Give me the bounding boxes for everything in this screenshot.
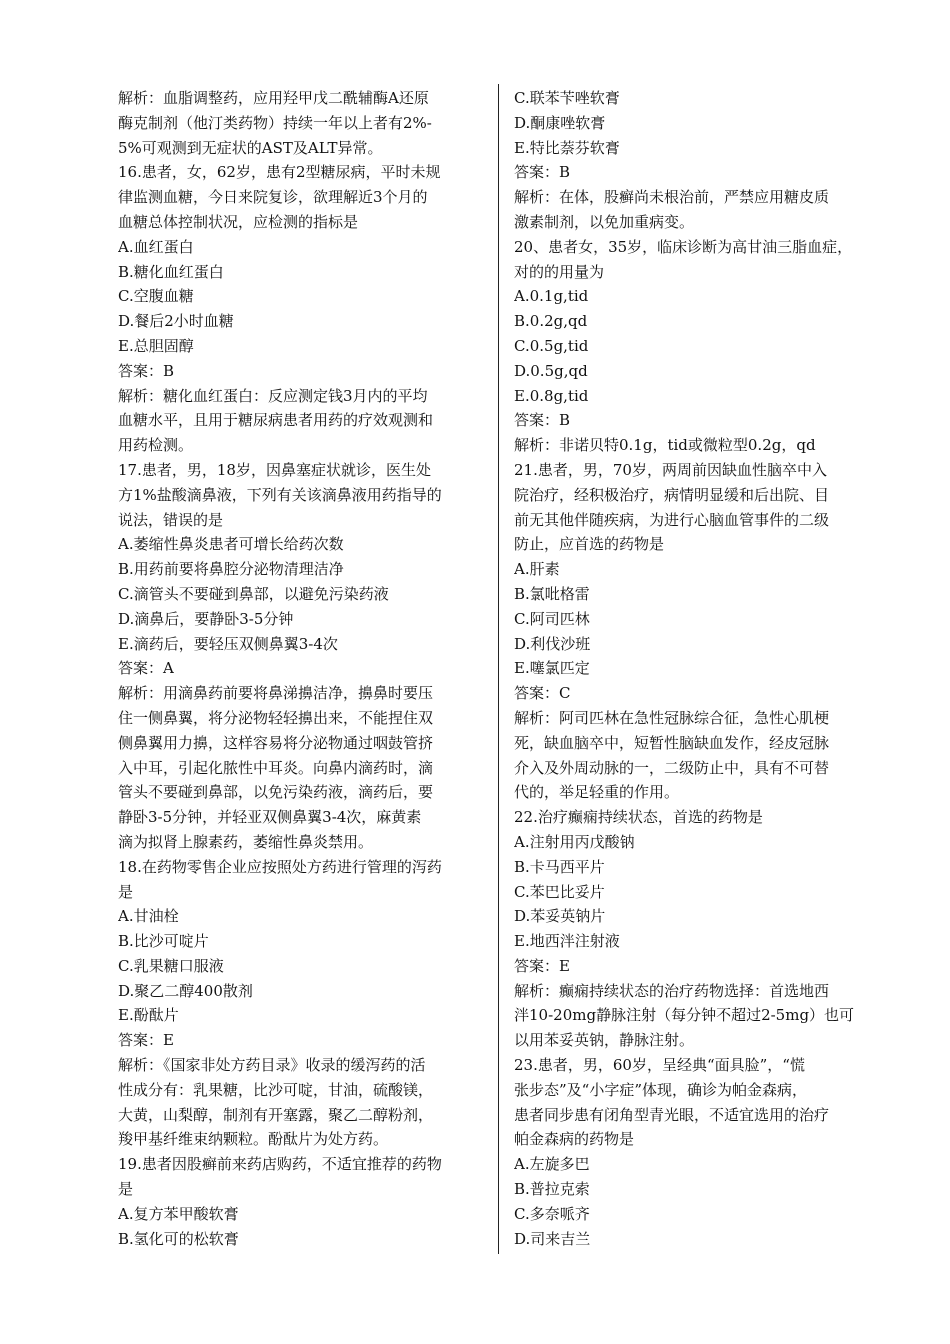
text-line: 滴为拟肾上腺素药，萎缩性鼻炎禁用。 bbox=[118, 832, 374, 851]
text-line: E.噻氯匹定 bbox=[514, 659, 590, 678]
text-line: 答案：A bbox=[118, 659, 174, 678]
text-line: B.比沙可啶片 bbox=[118, 932, 209, 951]
text-line: 酶克制剂（他汀类药物）持续一年以上者有2%- bbox=[118, 113, 432, 132]
text-line: C.0.5g,tid bbox=[514, 336, 589, 355]
text-line: E.滴药后，要轻压双侧鼻翼3-4次 bbox=[118, 634, 338, 653]
text-line: B.氢化可的松软膏 bbox=[118, 1229, 239, 1248]
text-line: 侧鼻翼用力擤，这样容易将分泌物通过咽鼓管挤 bbox=[118, 733, 434, 752]
text-line: B.卡马西平片 bbox=[514, 857, 605, 876]
text-line: 血糖总体控制状况，应检测的指标是 bbox=[118, 212, 359, 231]
text-line: E.地西泮注射液 bbox=[514, 932, 620, 951]
text-line: 住一侧鼻翼，将分泌物轻轻擤出来，不能捏住双 bbox=[118, 708, 434, 727]
text-line: 解析：血脂调整药，应用羟甲戊二酰辅酶A还原 bbox=[118, 89, 429, 107]
left-text-column bbox=[118, 86, 480, 1251]
text-line: 23.患者，男，60岁，呈经典“面具脸”，“慌 bbox=[514, 1056, 805, 1075]
text-line: 解析：用滴鼻药前要将鼻涕擤洁净，擤鼻时要压 bbox=[118, 684, 434, 703]
text-line: 16.患者，女，62岁，患有2型糖尿病，平时未规 bbox=[118, 163, 441, 182]
text-line: E.特比萘芬软膏 bbox=[514, 138, 620, 157]
text-line: 代的，举足轻重的作用。 bbox=[514, 783, 680, 802]
text-line: 前无其他伴随疾病，为进行心脑血管事件的二级 bbox=[514, 510, 830, 529]
text-line: 静卧3-5分钟，并轻亚双侧鼻翼3-4次，麻黄素 bbox=[118, 808, 422, 827]
text-line: D.酮康唑软膏 bbox=[514, 113, 606, 132]
text-line: 性成分有：乳果糖，比沙可啶，甘油，硫酸镁， bbox=[118, 1080, 434, 1099]
text-line: 22.治疗癫痫持续状态，首选的药物是 bbox=[514, 808, 763, 827]
text-line: D.0.5g,qd bbox=[514, 361, 588, 380]
text-line: A.血红蛋白 bbox=[118, 237, 194, 256]
text-line: D.餐后2小时血糖 bbox=[118, 312, 234, 331]
text-line: D.利伐沙班 bbox=[514, 634, 591, 653]
text-line: 大黄，山梨醇，制剂有开塞露，聚乙二醇粉剂， bbox=[118, 1105, 434, 1124]
text-line: 答案：E bbox=[514, 956, 570, 975]
text-line: A.注射用丙戊酸钠 bbox=[514, 832, 635, 851]
text-line: E.酚酞片 bbox=[118, 1006, 179, 1025]
text-line: C.滴管头不要碰到鼻部，以避免污染药液 bbox=[118, 584, 389, 603]
text-line: 答案：B bbox=[514, 163, 571, 182]
text-line: C.乳果糖口服液 bbox=[118, 956, 224, 975]
text-line: 解析：在体，股癣尚未根治前，严禁应用糖皮质 bbox=[514, 188, 830, 207]
text-line: 张步态”及“小字症”体现，确诊为帕金森病， bbox=[514, 1080, 808, 1099]
text-line: 管头不要碰到鼻部，以免污染药液，滴药后，要 bbox=[118, 783, 434, 802]
text-line: 用药检测。 bbox=[118, 436, 194, 455]
text-line: 解析：《国家非处方药目录》收录的缓泻药的活 bbox=[118, 1056, 426, 1075]
text-line: D.滴鼻后，要静卧3-5分钟 bbox=[118, 609, 294, 628]
text-line: D.司来吉兰 bbox=[514, 1229, 591, 1248]
text-line: 方1%盐酸滴鼻液，下列有关该滴鼻液用药指导的 bbox=[118, 485, 442, 504]
text-line: B.普拉克索 bbox=[514, 1180, 590, 1199]
text-line: 答案：C bbox=[514, 684, 571, 703]
text-line: 21.患者，男，70岁，两周前因缺血性脑卒中入 bbox=[514, 460, 827, 479]
text-line: 解析：癫痫持续状态的治疗药物选择：首选地西 bbox=[514, 981, 830, 1000]
text-line: C.多奈哌齐 bbox=[514, 1204, 590, 1223]
text-line: 对的的用量为 bbox=[514, 262, 605, 281]
text-line: A.肝素 bbox=[514, 560, 560, 579]
text-line: A.萎缩性鼻炎患者可增长给药次数 bbox=[118, 535, 344, 554]
text-line: 答案：B bbox=[118, 361, 175, 380]
text-line: 律监测血糖，今日来院复诊，欲理解近3个月的 bbox=[118, 188, 428, 207]
text-line: 19.患者因股癣前来药店购药，不适宜推荐的药物 bbox=[118, 1155, 442, 1174]
text-line: 死，缺血脑卒中，短暂性脑缺血发作，经皮冠脉 bbox=[514, 733, 830, 752]
text-line: A.甘油栓 bbox=[118, 907, 179, 926]
text-line: 17.患者，男，18岁，因鼻塞症状就诊，医生处 bbox=[118, 460, 431, 479]
text-line: D.苯妥英钠片 bbox=[514, 907, 606, 926]
text-line: 20、患者女，35岁，临床诊断为高甘油三脂血症， bbox=[514, 237, 853, 256]
text-line: 解析：非诺贝特0.1g，tid或微粒型0.2g，qd bbox=[514, 436, 816, 455]
right-text-column bbox=[514, 86, 880, 1251]
text-line: 以用苯妥英钠，静脉注射。 bbox=[514, 1031, 695, 1050]
text-line: B.0.2g,qd bbox=[514, 312, 588, 331]
text-line: B.糖化血红蛋白 bbox=[118, 262, 224, 281]
text-line: C.苯巴比妥片 bbox=[514, 882, 605, 901]
text-line: E.总胆固醇 bbox=[118, 336, 194, 355]
text-line: 介入及外周动脉的一，二级防止中，具有不可替 bbox=[514, 758, 830, 777]
text-line: B.用药前要将鼻腔分泌物清理洁净 bbox=[118, 560, 344, 579]
text-line: 防止，应首选的药物是 bbox=[514, 535, 665, 554]
text-line: E.0.8g,tid bbox=[514, 386, 589, 405]
text-line: 院治疗，经积极治疗，病情明显缓和后出院、目 bbox=[514, 485, 830, 504]
text-line: 是 bbox=[118, 1180, 134, 1199]
text-line: 答案：E bbox=[118, 1031, 174, 1050]
text-line: C.空腹血糖 bbox=[118, 287, 194, 306]
text-line: A.复方苯甲酸软膏 bbox=[118, 1204, 239, 1223]
text-line: 帕金森病的药物是 bbox=[514, 1130, 635, 1149]
text-line: 是 bbox=[118, 882, 134, 901]
text-line: 羧甲基纤维束纳颗粒。酚酞片为处方药。 bbox=[118, 1130, 389, 1149]
text-line: A.左旋多巴 bbox=[514, 1155, 590, 1174]
text-line: 答案：B bbox=[514, 411, 571, 430]
text-line: 血糖水平，且用于糖尿病患者用药的疗效观测和 bbox=[118, 411, 434, 430]
text-line: D.聚乙二醇400散剂 bbox=[118, 981, 253, 1000]
text-line: 患者同步患有闭角型青光眼，不适宜选用的治疗 bbox=[514, 1105, 830, 1124]
text-line: 激素制剂，以免加重病变。 bbox=[514, 212, 695, 231]
text-line: A.0.1g,tid bbox=[514, 287, 589, 306]
text-line: B.氯吡格雷 bbox=[514, 584, 590, 603]
text-line: C.阿司匹林 bbox=[514, 609, 590, 628]
text-line: 18.在药物零售企业应按照处方药进行管理的泻药 bbox=[118, 857, 442, 876]
text-line: C.联苯苄唑软膏 bbox=[514, 89, 620, 107]
column-divider bbox=[498, 84, 499, 1254]
text-line: 说法，错误的是 bbox=[118, 510, 224, 529]
text-line: 解析：阿司匹林在急性冠脉综合征，急性心肌梗 bbox=[514, 708, 830, 727]
text-line: 解析：糖化血红蛋白：反应测定钱3月内的平均 bbox=[118, 386, 428, 405]
text-line: 5%可观测到无症状的AST及ALT异常。 bbox=[118, 138, 383, 157]
text-line: 入中耳，引起化脓性中耳炎。向鼻内滴药时，滴 bbox=[118, 758, 434, 777]
text-line: 泮10-20mg静脉注射（每分钟不超过2-5mg）也可 bbox=[514, 1006, 855, 1025]
